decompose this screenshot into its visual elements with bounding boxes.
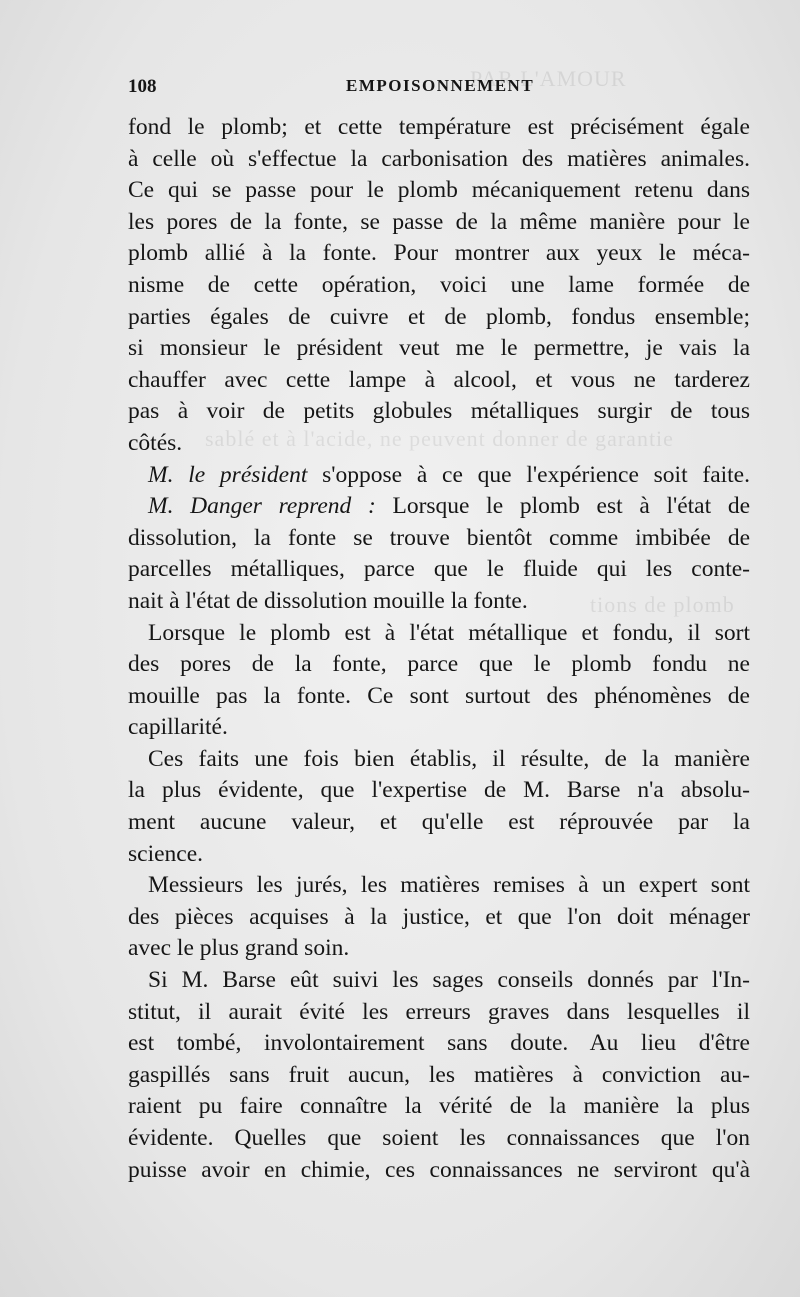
- text-line: [128, 744, 750, 776]
- line-text: nisme de cette opération, voici une lame formée de: [128, 271, 750, 298]
- line-text: est tombé, involontairement sans doute. Au lieu d'être: [128, 1030, 750, 1057]
- text-line: [128, 618, 750, 650]
- line-text: parcelles métalliques, parce que le fluide qui les conte-: [128, 556, 750, 583]
- text-line: [128, 1028, 750, 1060]
- line-text: s'oppose à ce que l'expérience soit faite.: [307, 461, 750, 488]
- line-text: mouille pas la fonte. Ce sont surtout des phénomènes de: [128, 682, 750, 709]
- speaker-label: M. Danger reprend :: [148, 493, 376, 520]
- page-number: 108: [128, 76, 157, 97]
- text-line: [128, 112, 750, 144]
- text-line: [128, 965, 750, 997]
- line-text: nait à l'état de dissolution mouille la fonte.: [128, 587, 528, 614]
- text-line: [128, 586, 750, 618]
- text-line: [128, 175, 750, 207]
- line-text: les pores de la fonte, se passe de la même manière pour le: [128, 208, 750, 235]
- text-line: [128, 270, 750, 302]
- line-text: Ce qui se passe pour le plomb mécaniquement retenu dans: [128, 177, 750, 204]
- line-text: fond le plomb; et cette température est précisément égale: [128, 114, 750, 140]
- text-line: [128, 839, 750, 871]
- text-line: [128, 870, 750, 902]
- text-line: [128, 333, 750, 365]
- line-text: Lorsque le plomb est à l'état de: [375, 493, 751, 520]
- body-text: [128, 112, 750, 1186]
- line-text: dissolution, la fonte se trouve bientôt comme imbibée de: [128, 524, 750, 551]
- text-line: [128, 807, 750, 839]
- bleed-through-text: PAR L'AMOUR: [470, 66, 627, 91]
- text-line: [128, 775, 750, 807]
- text-line: [128, 1060, 750, 1092]
- line-text: gaspillés sans fruit aucun, les matières à conviction au-: [128, 1061, 750, 1088]
- line-text: si monsieur le président veut me le permettre, je vais la: [128, 335, 750, 362]
- text-line: [128, 681, 750, 713]
- text-line: [128, 1091, 750, 1123]
- line-text: puisse avoir en chimie, ces connaissances ne serviront qu'à: [128, 1156, 750, 1183]
- text-line: [128, 491, 750, 523]
- line-text: des pores de la fonte, parce que le plomb fondu ne: [128, 651, 750, 678]
- text-line: [128, 1155, 750, 1187]
- text-line: [128, 365, 750, 397]
- line-text: Lorsque le plomb est à l'état métallique et fondu, il sort: [148, 619, 750, 646]
- line-text: raient pu faire connaître la vérité de la manière la plus: [128, 1093, 750, 1120]
- text-line: [128, 997, 750, 1029]
- line-text: capillarité.: [128, 714, 228, 741]
- text-line: [128, 649, 750, 681]
- text-line: [128, 460, 750, 492]
- line-text: stitut, il aurait évité les erreurs graves dans lesquelles il: [128, 998, 750, 1025]
- line-text: la plus évidente, que l'expertise de M. Barse n'a absolu-: [128, 777, 750, 804]
- line-text: à celle où s'effectue la carbonisation des matières animales.: [128, 145, 750, 172]
- text-line: [128, 238, 750, 270]
- text-line: [128, 554, 750, 586]
- line-text: évidente. Quelles que soient les connaissances que l'on: [128, 1125, 750, 1151]
- line-text: science.: [128, 840, 204, 867]
- line-text: ment aucune valeur, et qu'elle est réprouvée par la: [128, 809, 750, 836]
- text-line: [128, 902, 750, 934]
- line-text: avec le plus grand soin.: [128, 935, 350, 962]
- line-text: chauffer avec cette lampe à alcool, et vous ne tarderez: [128, 366, 750, 393]
- line-text: Ces faits une fois bien établis, il résulte, de la manière: [148, 745, 750, 772]
- line-text: Messieurs les jurés, les matières remises à un expert sont: [148, 872, 750, 899]
- line-text: côtés.: [128, 429, 183, 456]
- speaker-label: M. le président: [148, 461, 308, 488]
- text-line: [128, 1123, 750, 1155]
- text-line: [128, 302, 750, 334]
- bleed-through-text: sablé et à l'acide, ne peuvent donner de garantie: [205, 426, 674, 451]
- running-title: EMPOISONNEMENT: [346, 76, 535, 95]
- text-line: [128, 207, 750, 239]
- line-text: pas à voir de petits globules métalliques surgir de tous: [128, 398, 750, 425]
- line-text: Si M. Barse eût suivi les sages conseils donnés par l'In-: [148, 967, 750, 994]
- page-header: [128, 76, 750, 102]
- text-line: [128, 712, 750, 744]
- text-line: [128, 144, 750, 176]
- text-line: [128, 523, 750, 555]
- bleed-through-text: tions de plomb: [590, 592, 735, 617]
- text-line: [128, 428, 750, 460]
- line-text: parties égales de cuivre et de plomb, fondus ensemble;: [128, 303, 750, 330]
- line-text: plomb allié à la fonte. Pour montrer aux yeux le méca-: [128, 240, 750, 267]
- text-line: [128, 396, 750, 428]
- text-line: [128, 933, 750, 965]
- line-text: des pièces acquises à la justice, et que l'on doit ménager: [128, 903, 750, 930]
